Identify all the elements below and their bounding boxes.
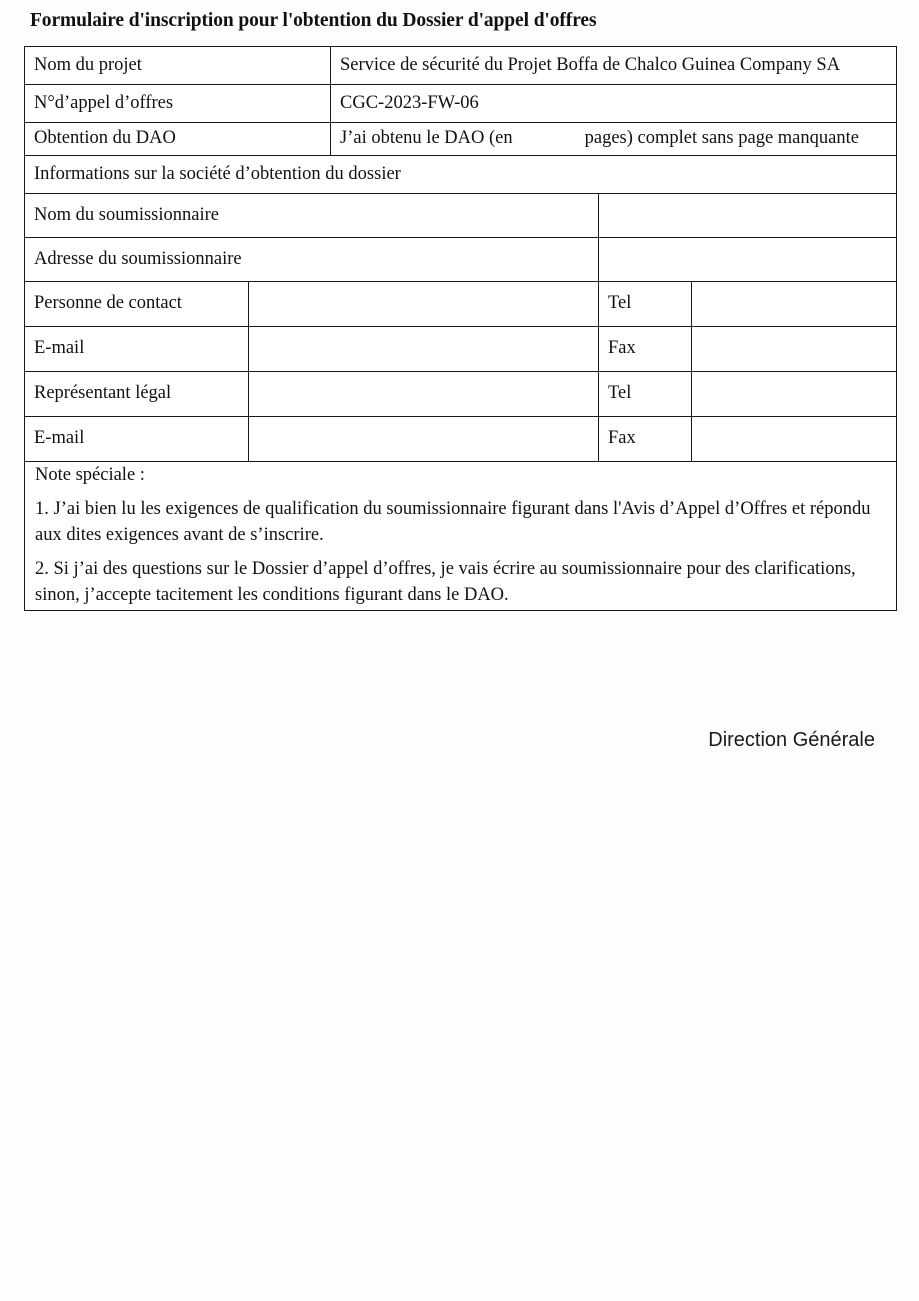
special-note-item-1: 1. J’ai bien lu les exigences de qualification du soumissionnaire figurant dans l'Avis d’Appel d’Offres et répondu aux dites exigences avant de s’inscrire. [35, 499, 871, 546]
table-row-project-name [25, 47, 897, 85]
table-row-special-note [25, 462, 897, 611]
value-project-name[interactable]: Service de sécurité du Projet Boffa de Chalco Guinea Company SA [331, 47, 897, 85]
label-legal-representative-email: E-mail [25, 417, 249, 462]
dao-text-after: pages) complet sans page manquante [584, 128, 859, 149]
table-row-bidder-address [25, 238, 897, 282]
label-contact-person: Personne de contact [25, 282, 249, 327]
value-tender-number[interactable]: CGC-2023-FW-06 [331, 85, 897, 123]
value-contact-fax[interactable] [692, 327, 897, 372]
registration-form-table [24, 46, 897, 611]
label-project-name: Nom du projet [25, 47, 331, 85]
table-row-section-heading [25, 156, 897, 194]
table-row-contact-email [25, 327, 897, 372]
value-contact-person[interactable] [249, 282, 599, 327]
label-legal-representative-fax: Fax [599, 417, 692, 462]
section-heading-company-info: Informations sur la société d’obtention du dossier [25, 156, 897, 194]
label-dao-obtention: Obtention du DAO [25, 123, 331, 156]
table-row-legal-representative-email [25, 417, 897, 462]
value-contact-email[interactable] [249, 327, 599, 372]
page-title: Formulaire d'inscription pour l'obtention du Dossier d'appel d'offres [30, 10, 597, 31]
table-row-bidder-name [25, 194, 897, 238]
value-contact-person-tel[interactable] [692, 282, 897, 327]
label-legal-representative: Représentant légal [25, 372, 249, 417]
label-tender-number: N°d’appel d’offres [25, 85, 331, 123]
value-legal-representative-tel[interactable] [692, 372, 897, 417]
table-row-dao-obtention [25, 123, 897, 156]
special-note-item-2: 2. Si j’ai des questions sur le Dossier d’appel d’offres, je vais écrire au soumissionnaire pour des clarifications, sinon, j’accepte tacitement les conditions figurant dans le DAO. [35, 558, 856, 605]
dao-text-before: J’ai obtenu le DAO (en [340, 128, 513, 149]
table-row-legal-representative [25, 372, 897, 417]
special-note-heading: Note spéciale : [35, 465, 145, 485]
value-dao-obtention [331, 123, 897, 156]
value-legal-representative-fax[interactable] [692, 417, 897, 462]
label-contact-fax: Fax [599, 327, 692, 372]
table-row-tender-number [25, 85, 897, 123]
label-contact-person-tel: Tel [599, 282, 692, 327]
value-bidder-address[interactable] [599, 238, 897, 282]
special-note-cell [25, 462, 897, 611]
value-legal-representative[interactable] [249, 372, 599, 417]
signature-direction-generale: Direction Générale [708, 729, 875, 751]
value-bidder-name[interactable] [599, 194, 897, 238]
label-bidder-address: Adresse du soumissionnaire [25, 238, 599, 282]
label-bidder-name: Nom du soumissionnaire [25, 194, 599, 238]
table-row-contact-person [25, 282, 897, 327]
dao-statement [340, 127, 887, 150]
value-legal-representative-email[interactable] [249, 417, 599, 462]
label-legal-representative-tel: Tel [599, 372, 692, 417]
label-contact-email: E-mail [25, 327, 249, 372]
